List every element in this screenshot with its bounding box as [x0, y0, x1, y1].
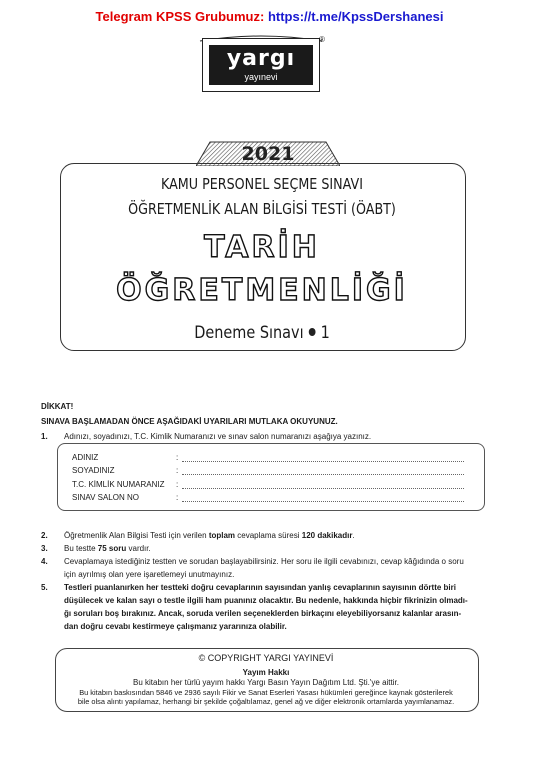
- notice-subtitle: SINAVA BAŞLAMADAN ÖNCE AŞAĞIDAKİ UYARILARI MUTLAKA OKUYUNUZ.: [41, 417, 338, 426]
- name-field[interactable]: [182, 461, 464, 462]
- exam-label: Deneme Sınavı: [194, 323, 304, 343]
- copyright-title: © COPYRIGHT YARGI YAYINEVİ: [198, 653, 334, 663]
- instruction-5: 5. Testleri puanlanırken her testteki doğru cevaplarının sayısından yanlış cevaplarının sayısının dörtte biri düşülecek ve kalan sayı o testle ilgili ham puanınız olacaktır. Bu nedenle, hakkında hiçbir fikrinizin olmadı- ğı soruları boş bırakınız. Ancak, soruda verilen seçeneklerden birkaçını eleyebiliyorsanız kalanlar arasın- dan doğru cevabı kestirmeye çalışmanız yararınıza olabilir.: [41, 583, 468, 631]
- subject-title-line1: TARİH: [204, 230, 320, 265]
- instruction-4: 4. Cevaplamaya istediğiniz testten ve sorudan başlayabilirsiniz. Her soru ile ilgili cevabınızı, cevap kâğıdında o soru için ayrılmış olan yere işaretlemeyi unutmayınız.: [41, 557, 464, 579]
- copyright-line-1: Bu kitabın her türlü yayım hakkı Yargı Basın Yayın Dağıtım Ltd. Şti.'ye aittir.: [133, 678, 399, 687]
- form-label: ADINIZ: [72, 453, 99, 462]
- form-label: SOYADINIZ: [72, 466, 115, 475]
- telegram-banner: [0, 9, 539, 24]
- item-text: Adınızı, soyadınızı, T.C. Kimlik Numaranızı ve sınav salon numaranızı aşağıya yazınız.: [64, 432, 372, 441]
- form-row-surname[interactable]: SOYADINIZ :: [72, 466, 472, 478]
- form-row-id-number[interactable]: T.C. KİMLİK NUMARANIZ :: [72, 480, 472, 492]
- exam-number-label: [90, 323, 433, 343]
- instruction-3: 3. Bu testte 75 soru vardır.: [41, 544, 151, 553]
- telegram-link[interactable]: https://t.me/KpssDershanesi: [267, 9, 444, 24]
- instruction-1: [0, 430, 539, 443]
- form-row-name[interactable]: ADINIZ :: [72, 453, 472, 465]
- logo-brand: yargı: [226, 46, 296, 71]
- registered-mark: ®: [319, 35, 325, 44]
- room-number-field[interactable]: [182, 501, 464, 502]
- exam-number: 1: [320, 323, 330, 343]
- item-number: 1.: [41, 432, 48, 441]
- logo-badge: [209, 45, 313, 85]
- logo-box: [202, 38, 320, 92]
- telegram-label: Telegram KPSS Grubumuz:: [95, 9, 265, 24]
- logo-sub: yayınevi: [244, 72, 278, 82]
- copyright-heading: Yayım Hakkı: [242, 668, 290, 677]
- exam-test-title: ÖĞRETMENLİK ALAN BİLGİSİ TESTİ (ÖABT): [128, 200, 396, 218]
- exam-body-title: KAMU PERSONEL SEÇME SINAVI: [160, 175, 364, 193]
- publisher-logo: [202, 35, 325, 96]
- form-label: SINAV SALON NO: [72, 493, 139, 502]
- form-label: T.C. KİMLİK NUMARANIZ: [72, 480, 165, 489]
- copyright-line-3: bile olsa alıntı yapılamaz, herhangi bir şekilde çoğaltılamaz, genel ağ ve diğer elektronik ortamlarda yayımlanamaz.: [77, 697, 455, 706]
- year-label: 2021: [241, 143, 295, 165]
- surname-field[interactable]: [182, 474, 464, 475]
- bullet-icon: [309, 328, 316, 336]
- form-row-room-number[interactable]: SINAV SALON NO :: [72, 493, 472, 505]
- subject-title-line2: ÖĞRETMENLİĞİ: [116, 273, 408, 308]
- copyright-line-2: Bu kitabın baskısından 5846 ve 2936 sayılı Fikir ve Sanat Eserleri Yasası hükümleri gereğince kaynak gösterilerek: [79, 688, 453, 697]
- instruction-2: 2. Öğretmenlik Alan Bilgisi Testi için verilen toplam cevaplama süresi 120 dakikadır.: [41, 531, 355, 540]
- id-number-field[interactable]: [182, 488, 464, 489]
- notice-title: DİKKAT!: [41, 402, 74, 411]
